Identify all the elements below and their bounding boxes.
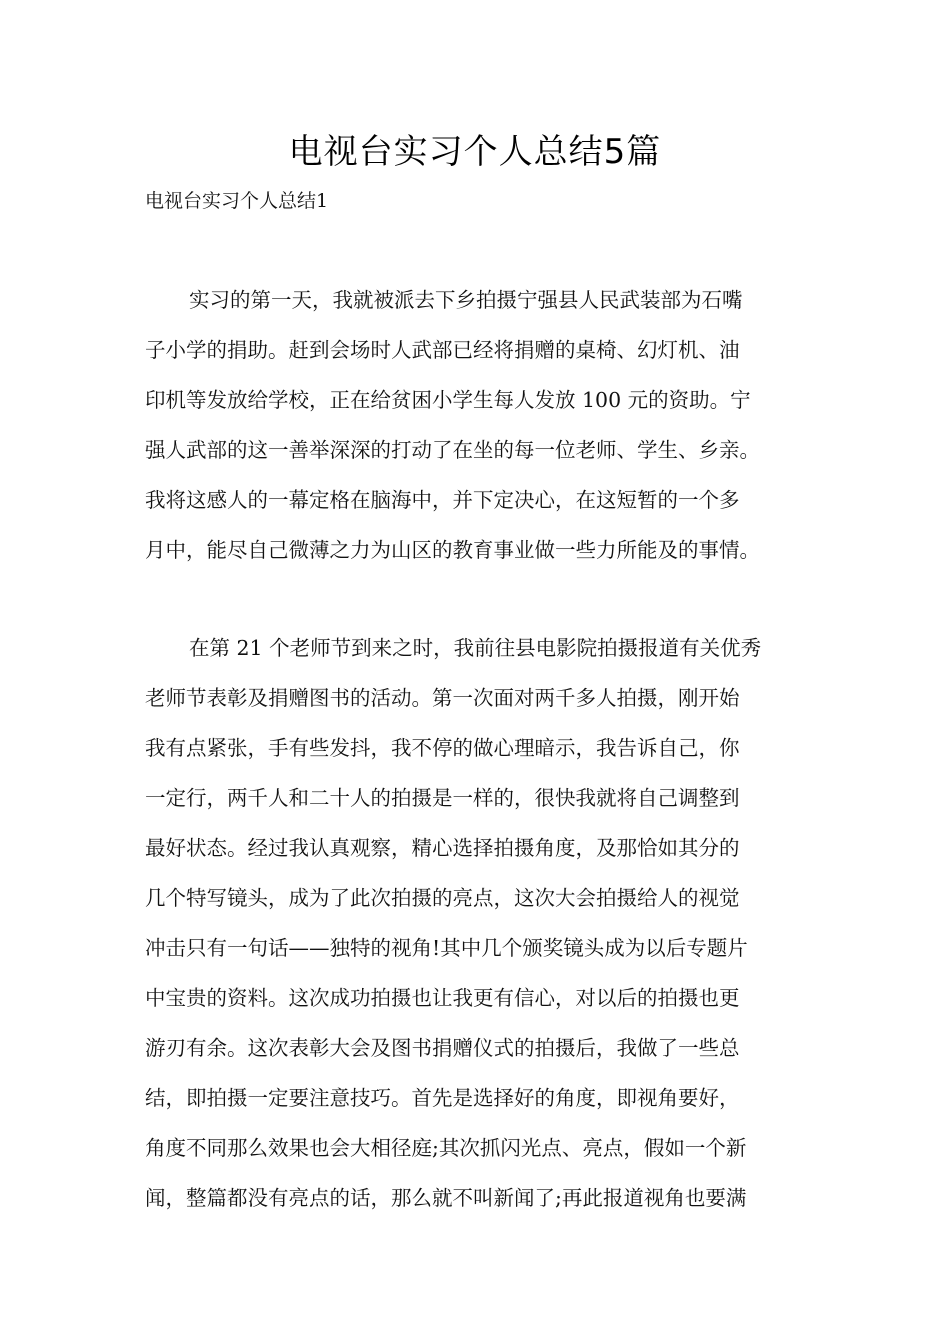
paragraph-2 bbox=[145, 623, 835, 1223]
paragraph-line: 子小学的捐助。赶到会场时人武部已经将捐赠的桌椅、幻灯机、油 bbox=[145, 338, 740, 362]
paragraph-line: 最好状态。经过我认真观察，精心选择拍摄角度，及那恰如其分的 bbox=[145, 836, 740, 860]
paragraph-line: 几个特写镜头，成为了此次拍摄的亮点，这次大会拍摄给人的视觉 bbox=[145, 886, 740, 910]
paragraph-line: 闻，整篇都没有亮点的话，那么就不叫新闻了;再此报道视角也要满 bbox=[145, 1186, 747, 1210]
paragraph-line: 印机等发放给学校，正在给贫困小学生每人发放 100 元的资助。宁 bbox=[145, 388, 751, 412]
paragraph-line: 月中，能尽自己微薄之力为山区的教育事业做一些力所能及的事情。 bbox=[145, 538, 760, 562]
document-title: 电视台实习个人总结5篇 bbox=[288, 132, 662, 172]
paragraph-line: 中宝贵的资料。这次成功拍摄也让我更有信心，对以后的拍摄也更 bbox=[145, 986, 740, 1010]
section-subtitle: 电视台实习个人总结1 bbox=[145, 190, 329, 212]
paragraph-line: 我将这感人的一幕定格在脑海中，并下定决心，在这短暂的一个多 bbox=[145, 488, 740, 512]
paragraph-line: 老师节表彰及捐赠图书的活动。第一次面对两千多人拍摄，刚开始 bbox=[145, 686, 740, 710]
paragraph-line: 冲击只有一句话——独特的视角!其中几个颁奖镜头成为以后专题片 bbox=[145, 936, 748, 960]
paragraph-line: 我有点紧张，手有些发抖，我不停的做心理暗示，我告诉自己，你 bbox=[145, 736, 740, 760]
paragraph-line: 在第 21 个老师节到来之时，我前往县电影院拍摄报道有关优秀 bbox=[189, 636, 762, 660]
paragraph-line: 角度不同那么效果也会大相径庭;其次抓闪光点、亮点，假如一个新 bbox=[145, 1136, 747, 1160]
paragraph-line: 实习的第一天，我就被派去下乡拍摄宁强县人民武装部为石嘴 bbox=[189, 288, 743, 312]
paragraph-line: 游刃有余。这次表彰大会及图书捐赠仪式的拍摄后，我做了一些总 bbox=[145, 1036, 740, 1060]
paragraph-line: 强人武部的这一善举深深的打动了在坐的每一位老师、学生、乡亲。 bbox=[145, 438, 760, 462]
paragraph-1 bbox=[145, 275, 835, 575]
paragraph-line: 一定行，两千人和二十人的拍摄是一样的，很快我就将自己调整到 bbox=[145, 786, 740, 810]
paragraph-line: 结，即拍摄一定要注意技巧。首先是选择好的角度，即视角要好， bbox=[145, 1086, 740, 1110]
